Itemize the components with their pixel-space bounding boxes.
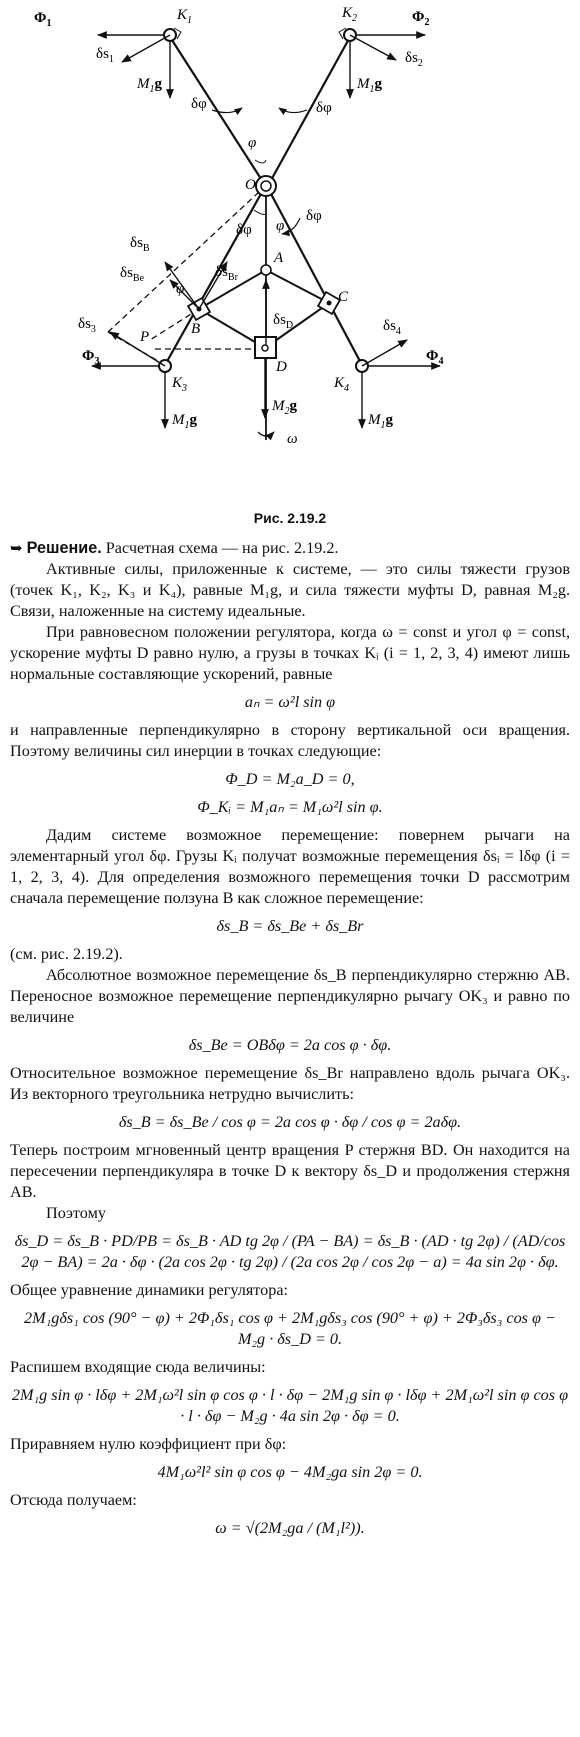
solution-heading-line bbox=[10, 538, 570, 559]
mechanism-figure bbox=[0, 0, 580, 505]
svg-text:δφ: δφ bbox=[236, 222, 252, 238]
svg-text:δsB: $\delta s_B$ bbox=[130, 235, 150, 254]
equation-phi-k: Φ_Kᵢ = M₁aₙ = M₁ω²l sin φ. bbox=[197, 798, 383, 816]
paragraph-13: Приравняем нулю коэффициент при δφ: bbox=[10, 1435, 287, 1453]
svg-text:A: A bbox=[274, 250, 284, 266]
svg-text:δs3: $\delta s_3$ bbox=[78, 316, 96, 335]
paragraph-4: и направленные перпендикулярно в сторону вертикальной оси вращения. Поэтому величины сил инерции в точках следующие: bbox=[10, 721, 570, 760]
svg-text:Φ2: $\Phi_2$ bbox=[412, 9, 430, 28]
equation-dsd: δs_D = δs_B · PD/PB = δs_B · AD tg 2φ / (PA − BA) = δs_B · (AD · tg 2φ) / (AD/cos 2φ − BA) = 2a · δφ · (2a cos 2φ · tg 2φ) / (2a cos 2φ / cos 2φ − a) = 4a sin 2φ · δφ. bbox=[14, 1232, 566, 1271]
svg-text:K2: $K_2$ bbox=[342, 5, 358, 24]
arm-OK1 bbox=[170, 37, 263, 182]
figure-caption: Рис. 2.19.2 bbox=[253, 510, 327, 526]
svg-text:δsBe: $\delta s_{Be}$ bbox=[120, 265, 145, 284]
svg-text:ω: ω bbox=[287, 431, 298, 447]
svg-text:φ: φ bbox=[276, 218, 285, 234]
svg-text:K3: $K_3$ bbox=[172, 375, 188, 394]
paragraph-6: (см. рис. 2.19.2). bbox=[10, 945, 123, 963]
svg-text:δφ: δφ bbox=[191, 96, 207, 112]
equation-phi-d: Φ_D = M₂a_D = 0, bbox=[225, 770, 355, 788]
svg-text:C: C bbox=[338, 289, 349, 305]
svg-text:δsBr: $\delta s_{Br}$ bbox=[215, 264, 238, 283]
paragraph-11: Общее уравнение динамики регулятора: bbox=[10, 1281, 289, 1299]
solution-heading: Решение. bbox=[26, 539, 102, 557]
paragraph-2: Активные силы, приложенные к системе, — это силы тяжести грузов (точек K₁, K₂, K₃ и K₄), равные M₁g, и сила тяжести муфты D, равная M₂g. Связи, наложенные на систему идеальные. bbox=[10, 560, 570, 620]
paragraph-8: Относительное возможное перемещение δs_Br направлено вдоль рычага OK₃. Из векторного треугольника нетрудно вычислить: bbox=[10, 1064, 570, 1103]
svg-text:P: P bbox=[140, 329, 150, 345]
svg-text:M1g: $M_1g$ bbox=[172, 412, 197, 431]
paragraph-12: Распишем входящие сюда величины: bbox=[10, 1358, 266, 1376]
equation-expanded: 2M₁g sin φ · lδφ + 2M₁ω²l sin φ cos φ · l · δφ − 2M₁g sin φ · lδφ + 2M₁ω²l sin φ cos φ · l · δφ − M₂g · 4a sin 2φ · δφ = 0. bbox=[11, 1386, 569, 1425]
svg-text:Φ3: $\Phi_3$ bbox=[82, 348, 100, 367]
svg-text:B: B bbox=[191, 321, 201, 337]
svg-text:δφ: δφ bbox=[306, 208, 322, 224]
svg-text:δφ: δφ bbox=[316, 100, 332, 116]
equation-dsb: δs_B = δs_Be / cos φ = 2a cos φ · δφ / cos φ = 2aδφ. bbox=[118, 1113, 462, 1131]
svg-text:δsD: $\delta s_D$ bbox=[273, 312, 294, 331]
svg-text:δs2: $\delta s_2$ bbox=[405, 50, 423, 69]
svg-text:Φ1: $\Phi_1$ bbox=[34, 10, 52, 29]
paragraph-14: Отсюда получаем: bbox=[10, 1491, 137, 1509]
svg-text:O: O bbox=[245, 177, 256, 193]
svg-text:M1g: $M_1g$ bbox=[357, 76, 382, 95]
paragraph-1: Расчетная схема — на рис. 2.19.2. bbox=[105, 539, 339, 557]
equation-an: aₙ = ω²l sin φ bbox=[244, 693, 336, 711]
paragraph-3: При равновесном положении регулятора, когда ω = const и угол φ = const, ускорение муфты D равно нулю, а грузы в точках Kᵢ (i = 1, 2, 3, 4) имеют лишь нормальные составляющие ускорений, равные bbox=[10, 623, 570, 683]
svg-text:K4: $K_4$ bbox=[334, 375, 350, 394]
equation-dsbe: δs_Be = OBδφ = 2a cos φ · δφ. bbox=[188, 1036, 392, 1054]
svg-text:Φ4: $\Phi_4$ bbox=[426, 348, 444, 367]
svg-text:M2g: $M_2g$ bbox=[272, 398, 297, 417]
paragraph-5: Дадим системе возможное перемещение: повернем рычаги на элементарный угол δφ. Грузы Kᵢ получат возможные перемещения δsᵢ = lδφ (i = 1, 2, 3, 4). Для определения возможного перемещения точки D рассмотрим сначала перемещение ползуна B как сложное перемещение: bbox=[10, 826, 570, 907]
svg-text:δs4: $\delta s_4$ bbox=[383, 318, 401, 337]
arm-OK3 bbox=[165, 192, 262, 365]
arrow-icon: ➥ bbox=[10, 539, 23, 557]
paragraph-7: Абсолютное возможное перемещение δs_B перпендикулярно стержню AB. Переносное возможное перемещение перпендикулярно рычагу OK₃ и равно по величине bbox=[10, 966, 570, 1026]
svg-text:M1g: $M_1g$ bbox=[368, 412, 393, 431]
svg-text:D: D bbox=[276, 359, 287, 375]
equation-omega: ω = √(2M₂ga / (M₁l²)). bbox=[215, 1519, 365, 1537]
equation-coefficient: 4M₁ω²l² sin φ cos φ − 4M₂ga sin 2φ = 0. bbox=[157, 1463, 423, 1481]
equation-dsb-sum: δs_B = δs_Be + δs_Br bbox=[216, 917, 364, 935]
svg-text:φ: φ bbox=[248, 135, 257, 151]
equation-general: 2M₁gδs₁ cos (90° − φ) + 2Φ₁δs₁ cos φ + 2M₁gδs₃ cos (90° + φ) + 2Φ₃δs₃ cos φ − M₂g · δs_D = 0. bbox=[24, 1309, 556, 1348]
paragraph-9: Теперь построим мгновенный центр вращения P стержня BD. Он находится на пересечении перпендикуляра в точке D к вектору δs_D и продолжения стержня AB. bbox=[10, 1141, 570, 1201]
paragraph-10: Поэтому bbox=[46, 1204, 106, 1222]
hinge-A bbox=[261, 265, 271, 275]
svg-text:M1g: $M_1g$ bbox=[137, 76, 162, 95]
hinge-O bbox=[256, 176, 276, 196]
svg-text:K1: $K_1$ bbox=[177, 7, 193, 26]
svg-text:φ: φ bbox=[176, 281, 185, 297]
svg-text:δs1: $\delta s_1$ bbox=[96, 46, 114, 65]
solution-text bbox=[10, 538, 570, 1546]
